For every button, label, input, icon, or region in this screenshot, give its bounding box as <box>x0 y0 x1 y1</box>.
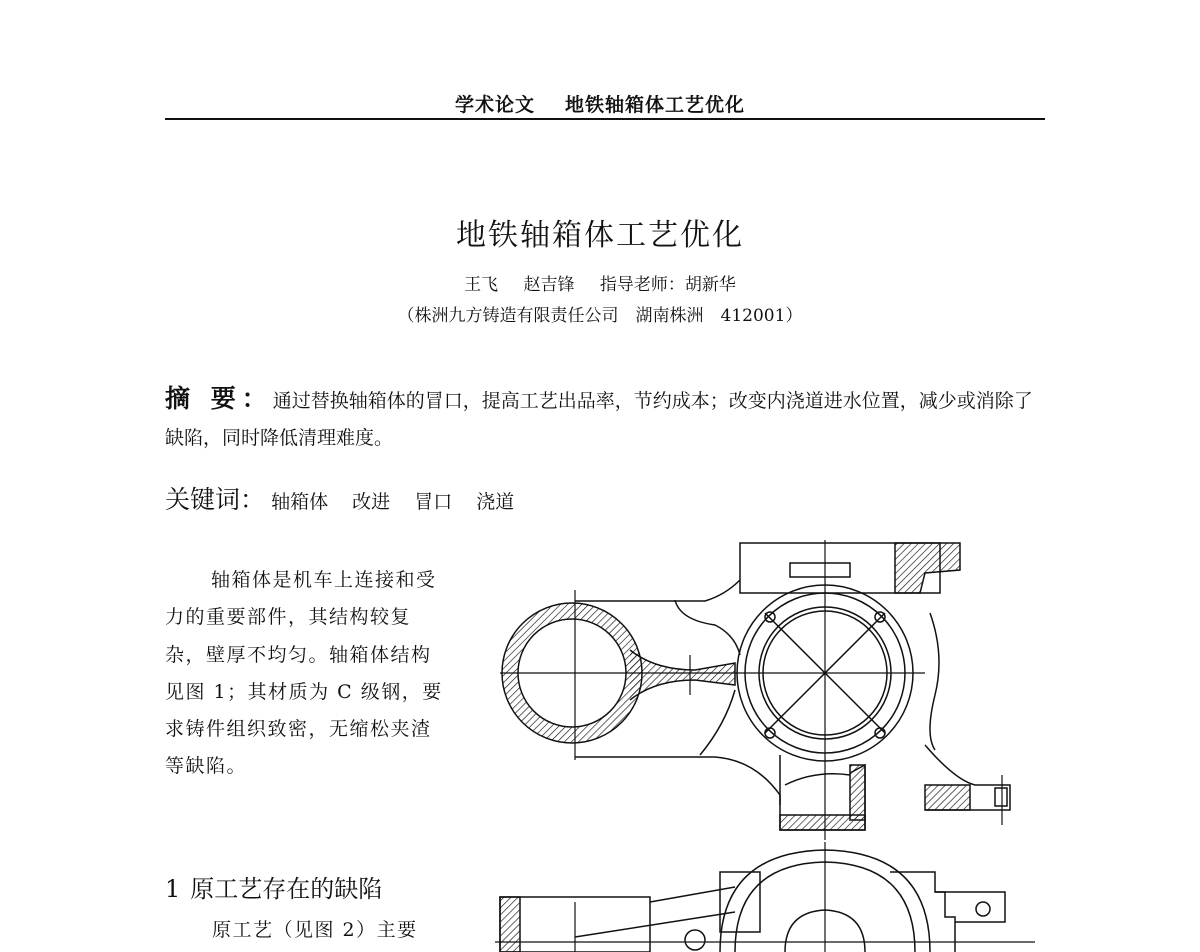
paper-title: 地铁轴箱体工艺优化 <box>456 218 744 253</box>
keywords-label: 关键词： <box>165 485 266 514</box>
keyword: 冒口 <box>414 491 453 513</box>
section-paragraph: 原工艺（见图 2）主要 <box>212 919 418 941</box>
figure-2-drawing <box>495 842 1035 952</box>
section-title: 原工艺存在的缺陷 <box>190 875 383 903</box>
abstract-label: 摘 要： <box>165 384 273 413</box>
figure-1-drawing <box>495 535 1035 840</box>
intro-paragraph: 轴箱体是机车上连接和受力的重要部件，其结构较复杂，壁厚不均匀。轴箱体结构见图 1；其材质为 C 级钢，要求铸件组织致密，无缩松夹渣等缺陷。 <box>165 569 443 778</box>
keyword: 改进 <box>352 491 391 513</box>
affiliation: （株洲九方铸造有限责任公司 湖南株洲 412001） <box>397 306 803 326</box>
keyword: 轴箱体 <box>271 491 329 513</box>
running-header-title: 地铁轴箱体工艺优化 <box>565 94 746 116</box>
running-header-section: 学术论文 <box>454 94 535 116</box>
author-list <box>0 270 1200 295</box>
running-header <box>0 90 1200 117</box>
header-rule <box>165 118 1045 120</box>
abstract <box>165 380 1035 457</box>
section-number: 1 <box>165 875 181 903</box>
abstract-text: 通过替换轴箱体的冒口，提高工艺出品率，节约成本；改变内浇道进水位置，减少或消除了缺陷，同时降低清理难度。 <box>165 390 1033 449</box>
keyword: 浇道 <box>476 491 515 513</box>
author: 赵吉锋 <box>523 275 575 295</box>
section-heading <box>165 869 382 904</box>
advisor: 指导老师：胡新华 <box>599 275 736 295</box>
keywords <box>165 480 532 516</box>
author: 王飞 <box>464 275 499 295</box>
